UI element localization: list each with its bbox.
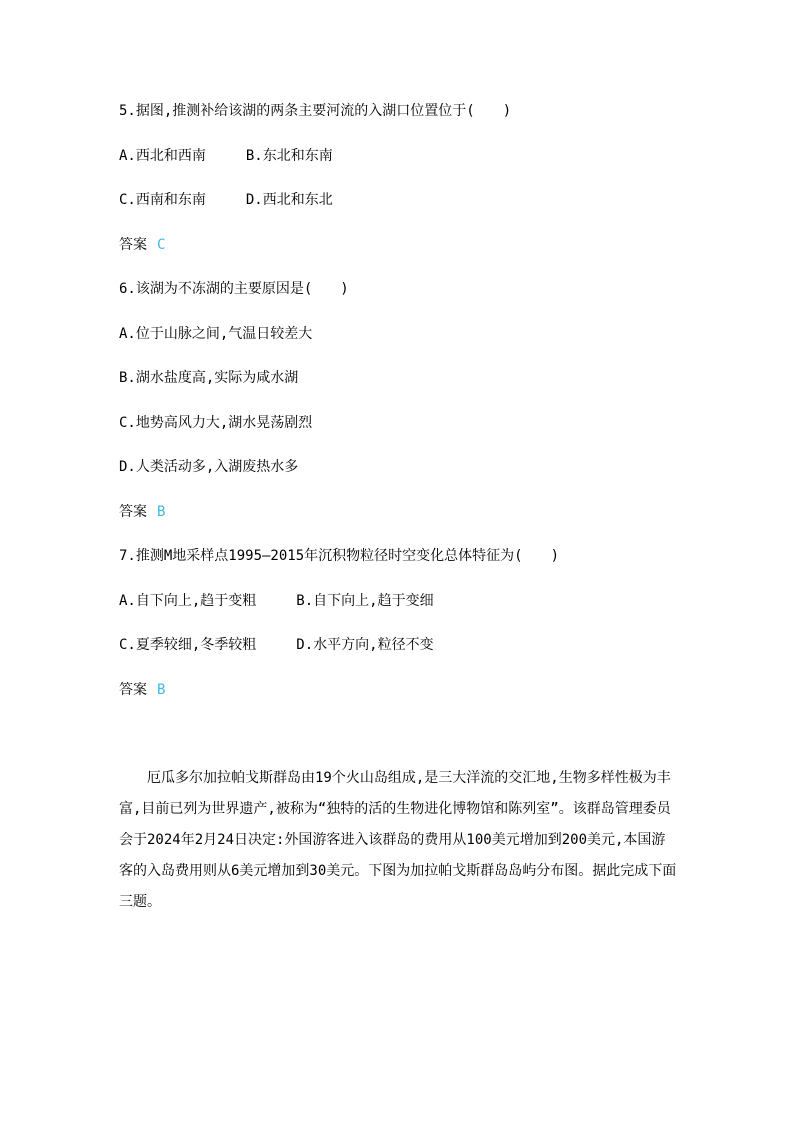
answer-label: 答案 [119, 237, 147, 253]
question-6-answer [119, 502, 165, 522]
question-5-options-row-2 [119, 190, 333, 210]
answer-label: 答案 [119, 682, 147, 698]
answer-value: B [157, 504, 166, 520]
question-5-option-a: A.西北和西南 [119, 148, 206, 164]
question-5-answer [119, 235, 165, 255]
question-6-option-a: A.位于山脉之间,气温日较差大 [119, 326, 313, 342]
answer-label: 答案 [119, 504, 147, 520]
question-7-options-row-1 [119, 591, 434, 611]
question-7-option-d: D.水平方向,粒径不变 [296, 637, 434, 653]
question-7-option-a: A.自下向上,趋于变粗 [119, 593, 257, 609]
question-7-stem: 7.推测M地采样点1995—2015年沉积物粒径时空变化总体特征为( ) [119, 548, 560, 564]
answer-value: C [157, 237, 166, 253]
passage-text: 厄瓜多尔加拉帕戈斯群岛由19个火山岛组成,是三大洋流的交汇地,生物多样性极为丰富,目前已列为世界遗产,被称为“独特的活的生物进化博物馆和陈列室”。该群岛管理委员会于2024年2月24日决定:外国游客进入该群岛的费用从100美元增加到200美元,本国游客的入岛费用则从6美元增加到30美元。下图为加拉帕戈斯群岛岛屿分布图。据此完成下面三题。 [119, 770, 677, 910]
question-6-stem: 6.该湖为不冻湖的主要原因是( ) [119, 281, 349, 297]
answer-value: B [157, 682, 166, 698]
passage-paragraph [119, 763, 679, 918]
question-6-option-d: D.人类活动多,入湖废热水多 [119, 459, 299, 475]
question-6-option-b: B.湖水盐度高,实际为咸水湖 [119, 370, 299, 386]
question-7-options-row-2 [119, 635, 434, 655]
question-7-option-c: C.夏季较细,冬季较粗 [119, 637, 257, 653]
question-7-answer [119, 680, 165, 700]
question-7-option-b: B.自下向上,趋于变细 [296, 593, 434, 609]
question-5-stem: 5.据图,推测补给该湖的两条主要河流的入湖口位置位于( ) [119, 103, 512, 119]
question-6-option-c: C.地势高风力大,湖水晃荡剧烈 [119, 415, 313, 431]
question-5-option-c: C.西南和东南 [119, 192, 206, 208]
question-5-options-row-1 [119, 146, 333, 166]
question-5-option-b: B.东北和东南 [245, 148, 333, 164]
question-5-option-d: D.西北和东北 [245, 192, 333, 208]
